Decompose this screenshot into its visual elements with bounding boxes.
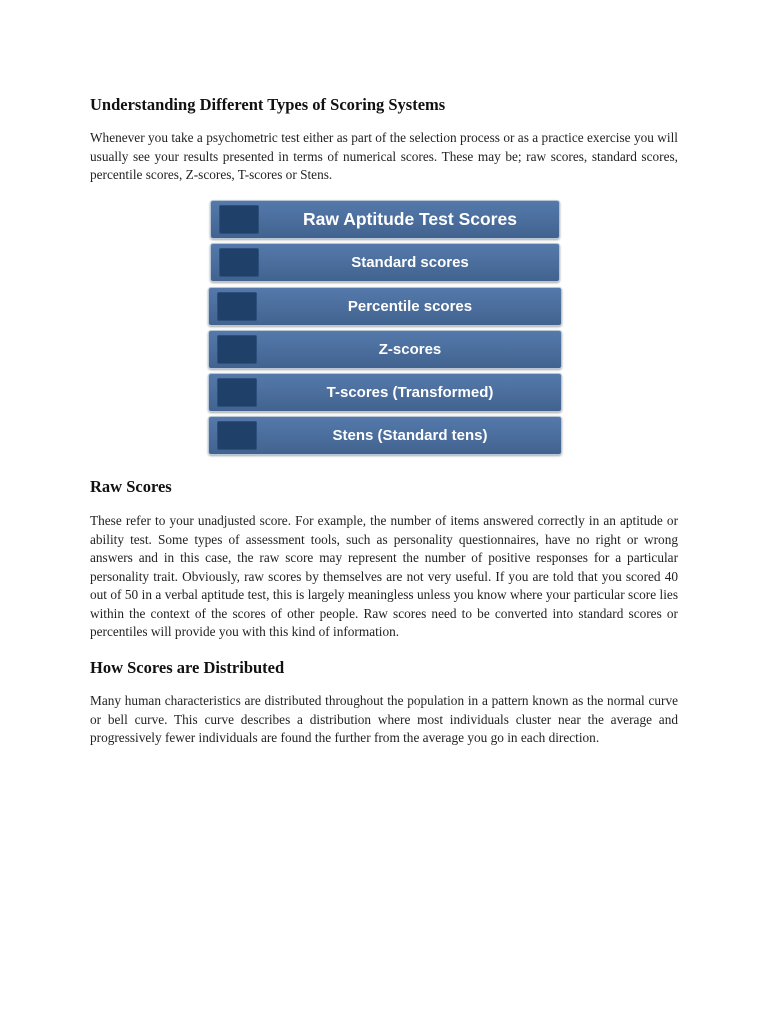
diagram-bar-z <box>208 330 562 369</box>
distribution-paragraph: Many human characteristics are distributed throughout the population in a pattern known as the normal curve or bell curve. This curve describes a distribution where most individuals cluster near the average and progressively fewer individuals are found the further from the average you go in each direction. <box>90 693 678 745</box>
diagram-bar-t <box>208 373 562 412</box>
bar-square-icon <box>217 421 257 450</box>
diagram-bar-raw <box>210 200 560 239</box>
diagram-bar-label: Stens (Standard tens) <box>332 427 488 444</box>
section-heading-distribution: How Scores are Distributed <box>90 658 285 677</box>
section-heading-understanding: Understanding Different Types of Scoring Systems <box>90 95 446 114</box>
section-heading-raw-scores: Raw Scores <box>90 477 172 496</box>
diagram-bar-standard <box>210 243 560 282</box>
bar-square-icon <box>217 292 257 321</box>
diagram-bar-label: Percentile scores <box>347 298 473 315</box>
diagram-bar-label: Raw Aptitude Test Scores <box>303 209 517 229</box>
bar-square-icon <box>217 335 257 364</box>
raw-scores-paragraph: These refer to your unadjusted score. For example, the number of items answered correctly in an aptitude or ability test. Some types of assessment tools, such as personality questionnaires, have no right or wrong answers and in this case, the raw score may represent the number of positive responses for a particular personality trait. Obviously, raw scores by themselves are not very useful. If you are told that you scored 40 out of 50 in a verbal aptitude test, this is largely meaningless unless you know where your particular score lies within the context of the scores of other people. Raw scores need to be converted into standard scores or percentiles will provide you with this kind of information. <box>90 513 678 639</box>
diagram-bar-percentile <box>208 287 562 326</box>
diagram-bar-label: Z-scores <box>378 341 442 358</box>
intro-paragraph: Whenever you take a psychometric test either as part of the selection process or as a practice exercise you will usually see your results presented in terms of numerical scores. These may be; raw scores, standard scores, percentile scores, Z-scores, T-scores or Stens. <box>90 130 678 182</box>
bar-square-icon <box>217 378 257 407</box>
scoring-types-diagram <box>207 200 563 458</box>
bar-square-icon <box>219 248 259 277</box>
bar-square-icon <box>219 205 259 234</box>
diagram-bar-label: Standard scores <box>351 254 469 271</box>
diagram-bar-stens <box>208 416 562 455</box>
diagram-bar-label: T-scores (Transformed) <box>326 384 494 401</box>
